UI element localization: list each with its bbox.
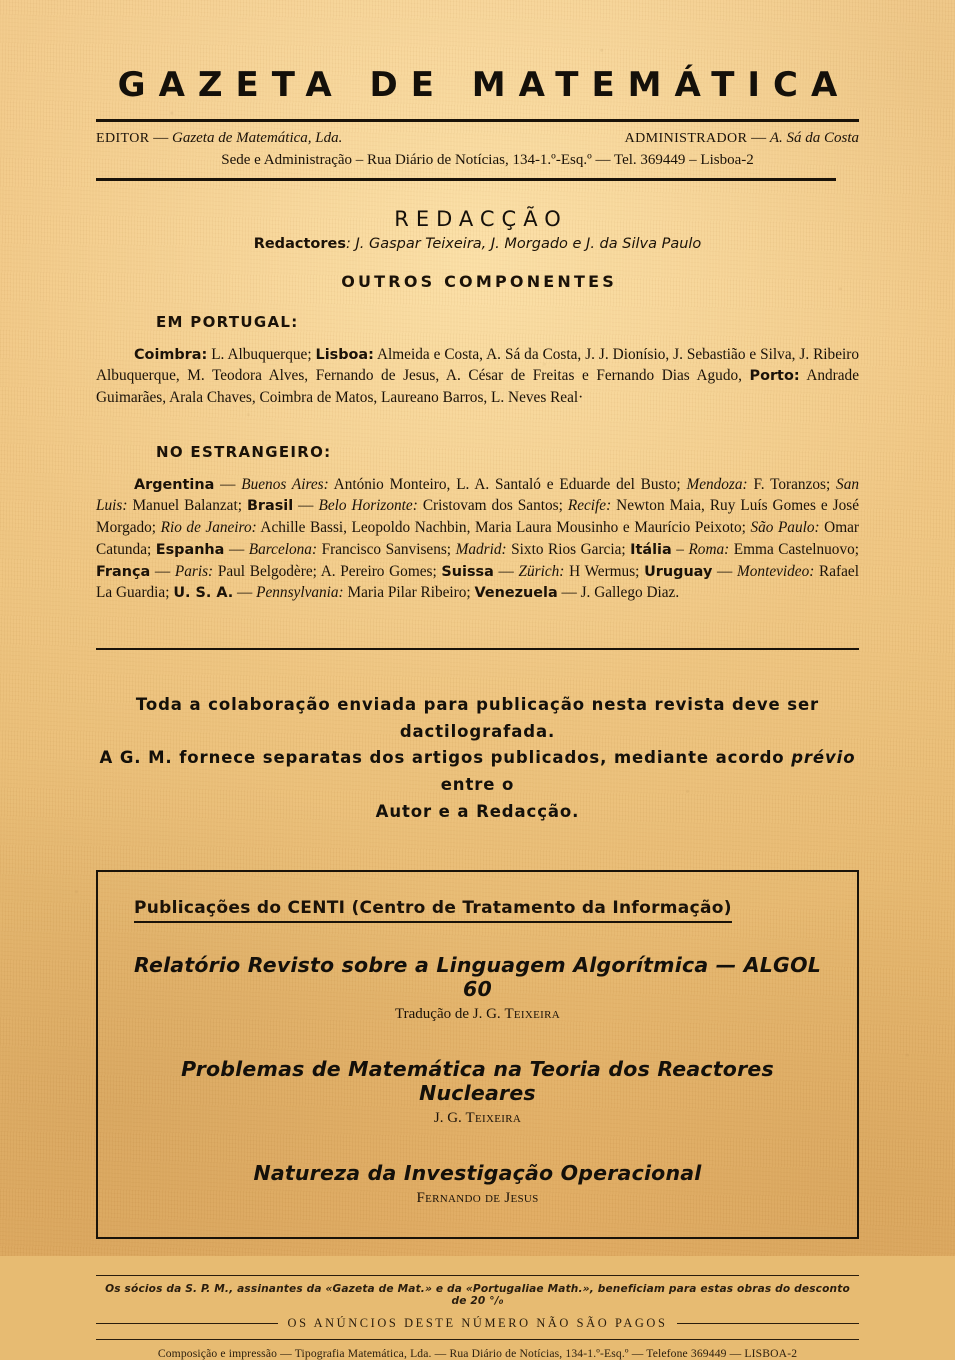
- administrador-dash: —: [747, 130, 770, 146]
- anuncios-row: [96, 1316, 859, 1331]
- member-names: —: [233, 584, 257, 602]
- imprint-address: Sede e Administração – Rua Diário de Notícias, 134-1.º-Esq.º — Tel. 369449 – Lisboa-2: [221, 151, 754, 168]
- publication-entry: [126, 953, 829, 1023]
- submission-notice: [96, 692, 859, 826]
- member-names: Omar Catunda;: [96, 519, 859, 558]
- city-label: Madrid:: [455, 540, 507, 558]
- em-portugal-list: [96, 344, 859, 409]
- administrador-label: ADMINISTRADOR: [624, 131, 748, 146]
- publication-title: Natureza da Investigação Operacional: [253, 1160, 702, 1185]
- publication-author-prefix: Tradução de J. G.: [395, 1005, 505, 1022]
- no-estrangeiro-heading: NO ESTRANGEIRO:: [156, 442, 332, 461]
- member-names: — J. Gallego Diaz.: [557, 584, 680, 602]
- city-label: Rio de Janeiro:: [160, 519, 257, 537]
- city-label: Belo Horizonte:: [318, 497, 418, 515]
- imprint-row-names: [96, 128, 859, 150]
- footer-rule-top: [96, 1275, 859, 1276]
- notice-line-2-italic: prévio: [791, 748, 856, 768]
- editor-name: Gazeta de Matemática, Lda.: [171, 130, 343, 146]
- member-names: Achille Bassi, Leopoldo Nachbin, Maria Laura Mousinho e Maurício Peixoto;: [256, 519, 751, 537]
- no-estrangeiro-list: [96, 474, 859, 604]
- publication-title: Relatório Revisto sobre a Linguagem Algorítmica — ALGOL 60: [134, 952, 821, 1001]
- city-label: Lisboa:: [315, 346, 374, 363]
- member-names: —: [712, 562, 738, 580]
- city-label: Recife:: [567, 497, 612, 515]
- city-label: San Luis:: [96, 475, 859, 515]
- city-label: Barcelona:: [248, 540, 318, 558]
- country-label: Uruguay: [644, 563, 713, 580]
- redactores-label: Redactores: [253, 235, 346, 252]
- country-label: Suissa: [441, 563, 494, 580]
- anuncios-rule-left: [96, 1323, 278, 1324]
- notice-line-1: Toda a colaboração enviada para publicação nesta revista deve ser dactilografada.: [135, 694, 820, 741]
- country-label: Argentina: [134, 476, 215, 493]
- imprint-block: [96, 122, 859, 172]
- member-names: H Wermus;: [564, 562, 645, 580]
- redactores-line: [96, 236, 859, 252]
- publication-author-prefix: J. G.: [433, 1109, 466, 1126]
- centi-publications-box: [96, 870, 859, 1239]
- publication-title: Problemas de Matemática na Teoria dos Reactores Nucleares: [181, 1056, 774, 1105]
- member-names: Rafael La Guardia;: [96, 562, 859, 602]
- member-names: Maria Pilar Ribeiro;: [343, 584, 475, 602]
- member-names: Emma Castelnuovo;: [729, 540, 860, 558]
- member-names: Newton Maia, Ruy Luís Gomes e José Morgado;: [96, 497, 860, 537]
- editor-dash: —: [149, 130, 172, 146]
- city-label: Paris:: [174, 562, 214, 580]
- member-names: Andrade Guimarães, Arala Chaves, Coimbra de Matos, Laureano Barros, L. Neves Real·: [96, 367, 859, 406]
- member-names: —: [214, 475, 242, 493]
- city-label: Mendoza:: [686, 475, 748, 493]
- member-names: Sixto Rios Garcia;: [506, 540, 631, 558]
- country-label: Espanha: [155, 541, 225, 558]
- publication-author-name: Teixeira: [504, 1005, 560, 1022]
- country-label: U. S. A.: [173, 585, 234, 602]
- member-names: Manuel Balanzat;: [127, 497, 247, 515]
- city-label: Pennsylvania:: [256, 584, 344, 602]
- city-label: Buenos Aires:: [241, 475, 329, 493]
- publication-author-name: Teixeira: [465, 1109, 522, 1126]
- anuncios-note: OS ANÚNCIOS DESTE NÚMERO NÃO SÃO PAGOS: [287, 1315, 668, 1330]
- member-names: —: [150, 562, 175, 580]
- notice-line-3: Autor e a Redacção.: [375, 801, 580, 821]
- member-names: L. Albuquerque;: [207, 345, 316, 363]
- redactores-names: : J. Gaspar Teixeira, J. Morgado e J. da Silva Paulo: [345, 235, 702, 252]
- notice-line-2b: entre o: [440, 775, 515, 795]
- editor-entry: [96, 128, 342, 150]
- outros-componentes-heading: OUTROS COMPONENTES: [341, 271, 617, 291]
- em-portugal-heading: EM PORTUGAL:: [156, 312, 299, 331]
- city-label: Zürich:: [518, 562, 565, 580]
- colophon: Composição e impressão — Tipografia Matemática, Lda. — Rua Diário de Notícias, 134-1.º-Esq.º — Telefone 369449 — LISBOA-2: [157, 1346, 798, 1360]
- section-divider-rule: [96, 648, 859, 650]
- country-label: Venezuela: [474, 585, 558, 602]
- member-names: —: [224, 540, 249, 558]
- country-label: França: [96, 563, 151, 580]
- footer-rule-bottom: [96, 1339, 859, 1340]
- editor-label: EDITOR: [96, 131, 150, 146]
- anuncios-rule-right: [677, 1323, 859, 1324]
- publication-entry: [126, 1161, 829, 1207]
- administrador-entry: [625, 128, 859, 150]
- city-label: Porto:: [749, 368, 800, 385]
- city-label: Montevideo:: [737, 562, 815, 580]
- member-names: Paul Belgodère; A. Pereiro Gomes;: [213, 562, 442, 580]
- redaccao-title: REDACÇÃO: [394, 206, 568, 231]
- member-names: —: [493, 562, 519, 580]
- country-label: Itália: [630, 541, 672, 558]
- publication-author: [126, 1190, 829, 1207]
- member-names: –: [671, 540, 689, 558]
- member-names: Almeida e Costa, A. Sá da Costa, J. J. Dionísio, J. Sebastião e Silva, J. Ribeiro Albuquerque, M. Teodora Alves, Fernando de Jesus, A. César de Freitas e Fernando Dias Agudo,: [96, 345, 859, 385]
- imprint-rule: [96, 178, 836, 181]
- member-names: António Monteiro, L. A. Santaló e Eduarde del Busto;: [328, 475, 687, 493]
- publication-author: [126, 1110, 829, 1127]
- socios-discount-note: Os sócios da S. P. M., assinantes da «Gazeta de Mat.» e da «Portugaliae Math.», beneficiam para estas obras do desconto de 20 °/₀: [105, 1282, 850, 1307]
- page-footer: [96, 1275, 859, 1360]
- publication-entry: [126, 1057, 829, 1127]
- member-names: Cristovam dos Santos;: [417, 497, 568, 515]
- administrador-name: A. Sá da Costa: [769, 130, 859, 146]
- notice-line-2a: A G. M. fornece separatas dos artigos publicados, mediante acordo: [99, 748, 792, 768]
- member-names: Francisco Sanvisens;: [317, 540, 456, 558]
- publication-author-name: Fernando de Jesus: [416, 1189, 539, 1206]
- member-names: —: [293, 497, 319, 515]
- city-label: Roma:: [688, 540, 730, 558]
- masthead-title: GAZETA DE MATEMÁTICA: [117, 65, 851, 105]
- country-label: Brasil: [246, 498, 294, 515]
- publication-author: [126, 1006, 829, 1023]
- member-names: F. Toranzos;: [747, 475, 837, 493]
- city-label: São Paulo:: [750, 519, 820, 537]
- centi-heading: Publicações do CENTI (Centro de Tratamento da Informação): [134, 898, 732, 923]
- city-label: Coimbra:: [134, 346, 208, 363]
- redaccao-block: [96, 207, 859, 291]
